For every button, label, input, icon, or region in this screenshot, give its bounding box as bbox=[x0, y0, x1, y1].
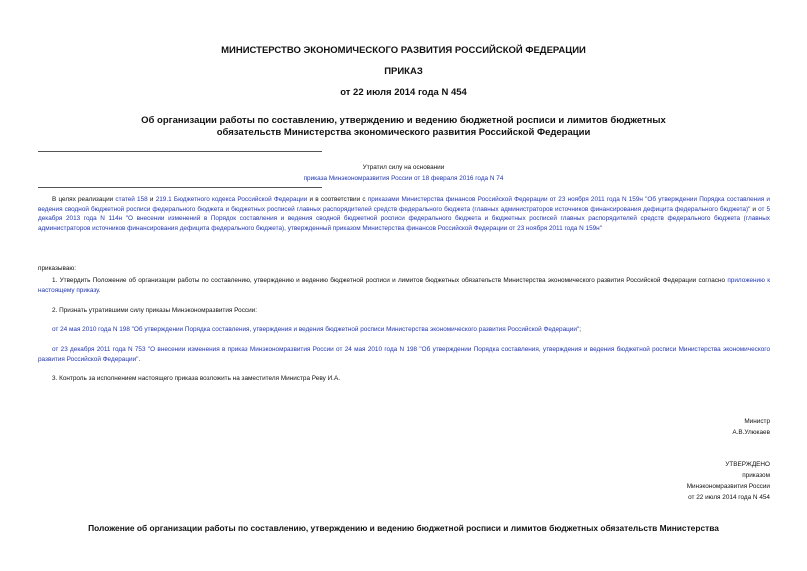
intro-text-3: и в соответствии с bbox=[307, 196, 368, 203]
approval-line-4: от 22 июля 2014 года N 454 bbox=[688, 494, 770, 501]
divider-bottom bbox=[38, 187, 322, 188]
item-1-end: . bbox=[98, 286, 101, 294]
item-1-text: 1. Утвердить Положение об организации работы по составлению, утверждению и ведению бюджетной росписи и лимитов бюджетных обязательств Министерства экономического развития Российской Федерации согласно bbox=[52, 277, 728, 284]
doc-type-heading: ПРИКАЗ bbox=[384, 66, 423, 77]
intro-text-2: и bbox=[147, 196, 156, 203]
divider-top bbox=[38, 151, 322, 152]
signature-position: Министр bbox=[744, 418, 770, 425]
link-order-198[interactable]: от 24 мая 2010 года N 198 "Об утверждении Порядка составления, утверждения и ведения бюджетной росписи Министерства экономического развития Российской Федерации" bbox=[52, 326, 580, 333]
link-order-753[interactable]: от 23 декабря 2011 года N 753 "О внесении изменения в приказ Минэкономразвития России от 24 мая 2010 года N 198 "Об утверждении Порядка составления, утверждения и ведения бюджетной росписи Министерства экономического развития Российской Федерации" bbox=[38, 346, 770, 363]
doc-date-number: от 22 июля 2014 года N 454 bbox=[340, 87, 467, 98]
link-order-159n[interactable]: приказами Министерства финансов Российской Федерации от 23 ноября 2011 года N 159н "Об утверждении Порядка составления и ведения сводной бюджетной росписи федерального бюджета и бюджетных росписей главных распорядителей средств федерального бюджета (главных администраторов источников финансирования дефицита федерального бюджета)" bbox=[38, 196, 770, 213]
ministry-heading: МИНИСТЕРСТВО ЭКОНОМИЧЕСКОГО РАЗВИТИЯ РОССИЙСКОЙ ФЕДЕРАЦИИ bbox=[221, 45, 586, 56]
status-line: Утратил силу на основании bbox=[362, 164, 445, 171]
intro-paragraph bbox=[38, 195, 770, 233]
doc-title: Об организации работы по составлению, утверждению и ведению бюджетной росписи и лимитов бюджетных обязательств Министерства экономического развития Российской Федерации bbox=[141, 115, 666, 138]
item-2: 2. Признать утратившими силу приказы Минэкономразвития России: bbox=[52, 307, 257, 314]
link-article-158[interactable]: статей 158 bbox=[115, 196, 148, 203]
revoked-order-1 bbox=[38, 325, 770, 335]
link-budget-code[interactable]: 219.1 Бюджетного кодекса Российской Федерации bbox=[155, 196, 308, 203]
revoked-order-1-end: ; bbox=[579, 326, 581, 333]
intro-text-1: В целях реализации bbox=[52, 196, 116, 203]
item-1 bbox=[38, 276, 770, 295]
revoked-order-2-end: . bbox=[138, 355, 141, 363]
approval-line-2: приказом bbox=[742, 472, 770, 479]
intro-text-4: и bbox=[750, 205, 759, 213]
annex-title: Положение об организации работы по составлению, утверждению и ведению бюджетной росписи и лимитов бюджетных обязательств Министерства bbox=[88, 523, 719, 533]
item-3: 3. Контроль за исполнением настоящего приказа возложить на заместителя Министра Реву И.А. bbox=[52, 375, 340, 382]
link-annex[interactable]: приложению к настоящему приказу bbox=[38, 277, 770, 294]
signature-name: А.В.Улюкаев bbox=[732, 429, 770, 436]
order-word: приказываю: bbox=[38, 265, 76, 272]
approval-line-3: Минэкономразвития России bbox=[686, 483, 770, 490]
approval-line-1: УТВЕРЖДЕНО bbox=[725, 461, 770, 468]
status-link[interactable]: приказа Минэкономразвития России от 18 февраля 2016 года N 74 bbox=[303, 175, 504, 182]
link-order-114n[interactable]: от 5 декабря 2013 года N 114н "О внесении изменений в Порядок составления и ведения сводной бюджетной росписи федерального бюджета и бюджетных росписей главных распорядителей средств федерального бюджета (главных администраторов источников финансирования дефицита федерального бюджета), утвержденный приказом Министерства финансов Российской Федерации от 23 ноября 2011 года N 159н" bbox=[38, 205, 771, 232]
revoked-order-2 bbox=[38, 345, 770, 364]
